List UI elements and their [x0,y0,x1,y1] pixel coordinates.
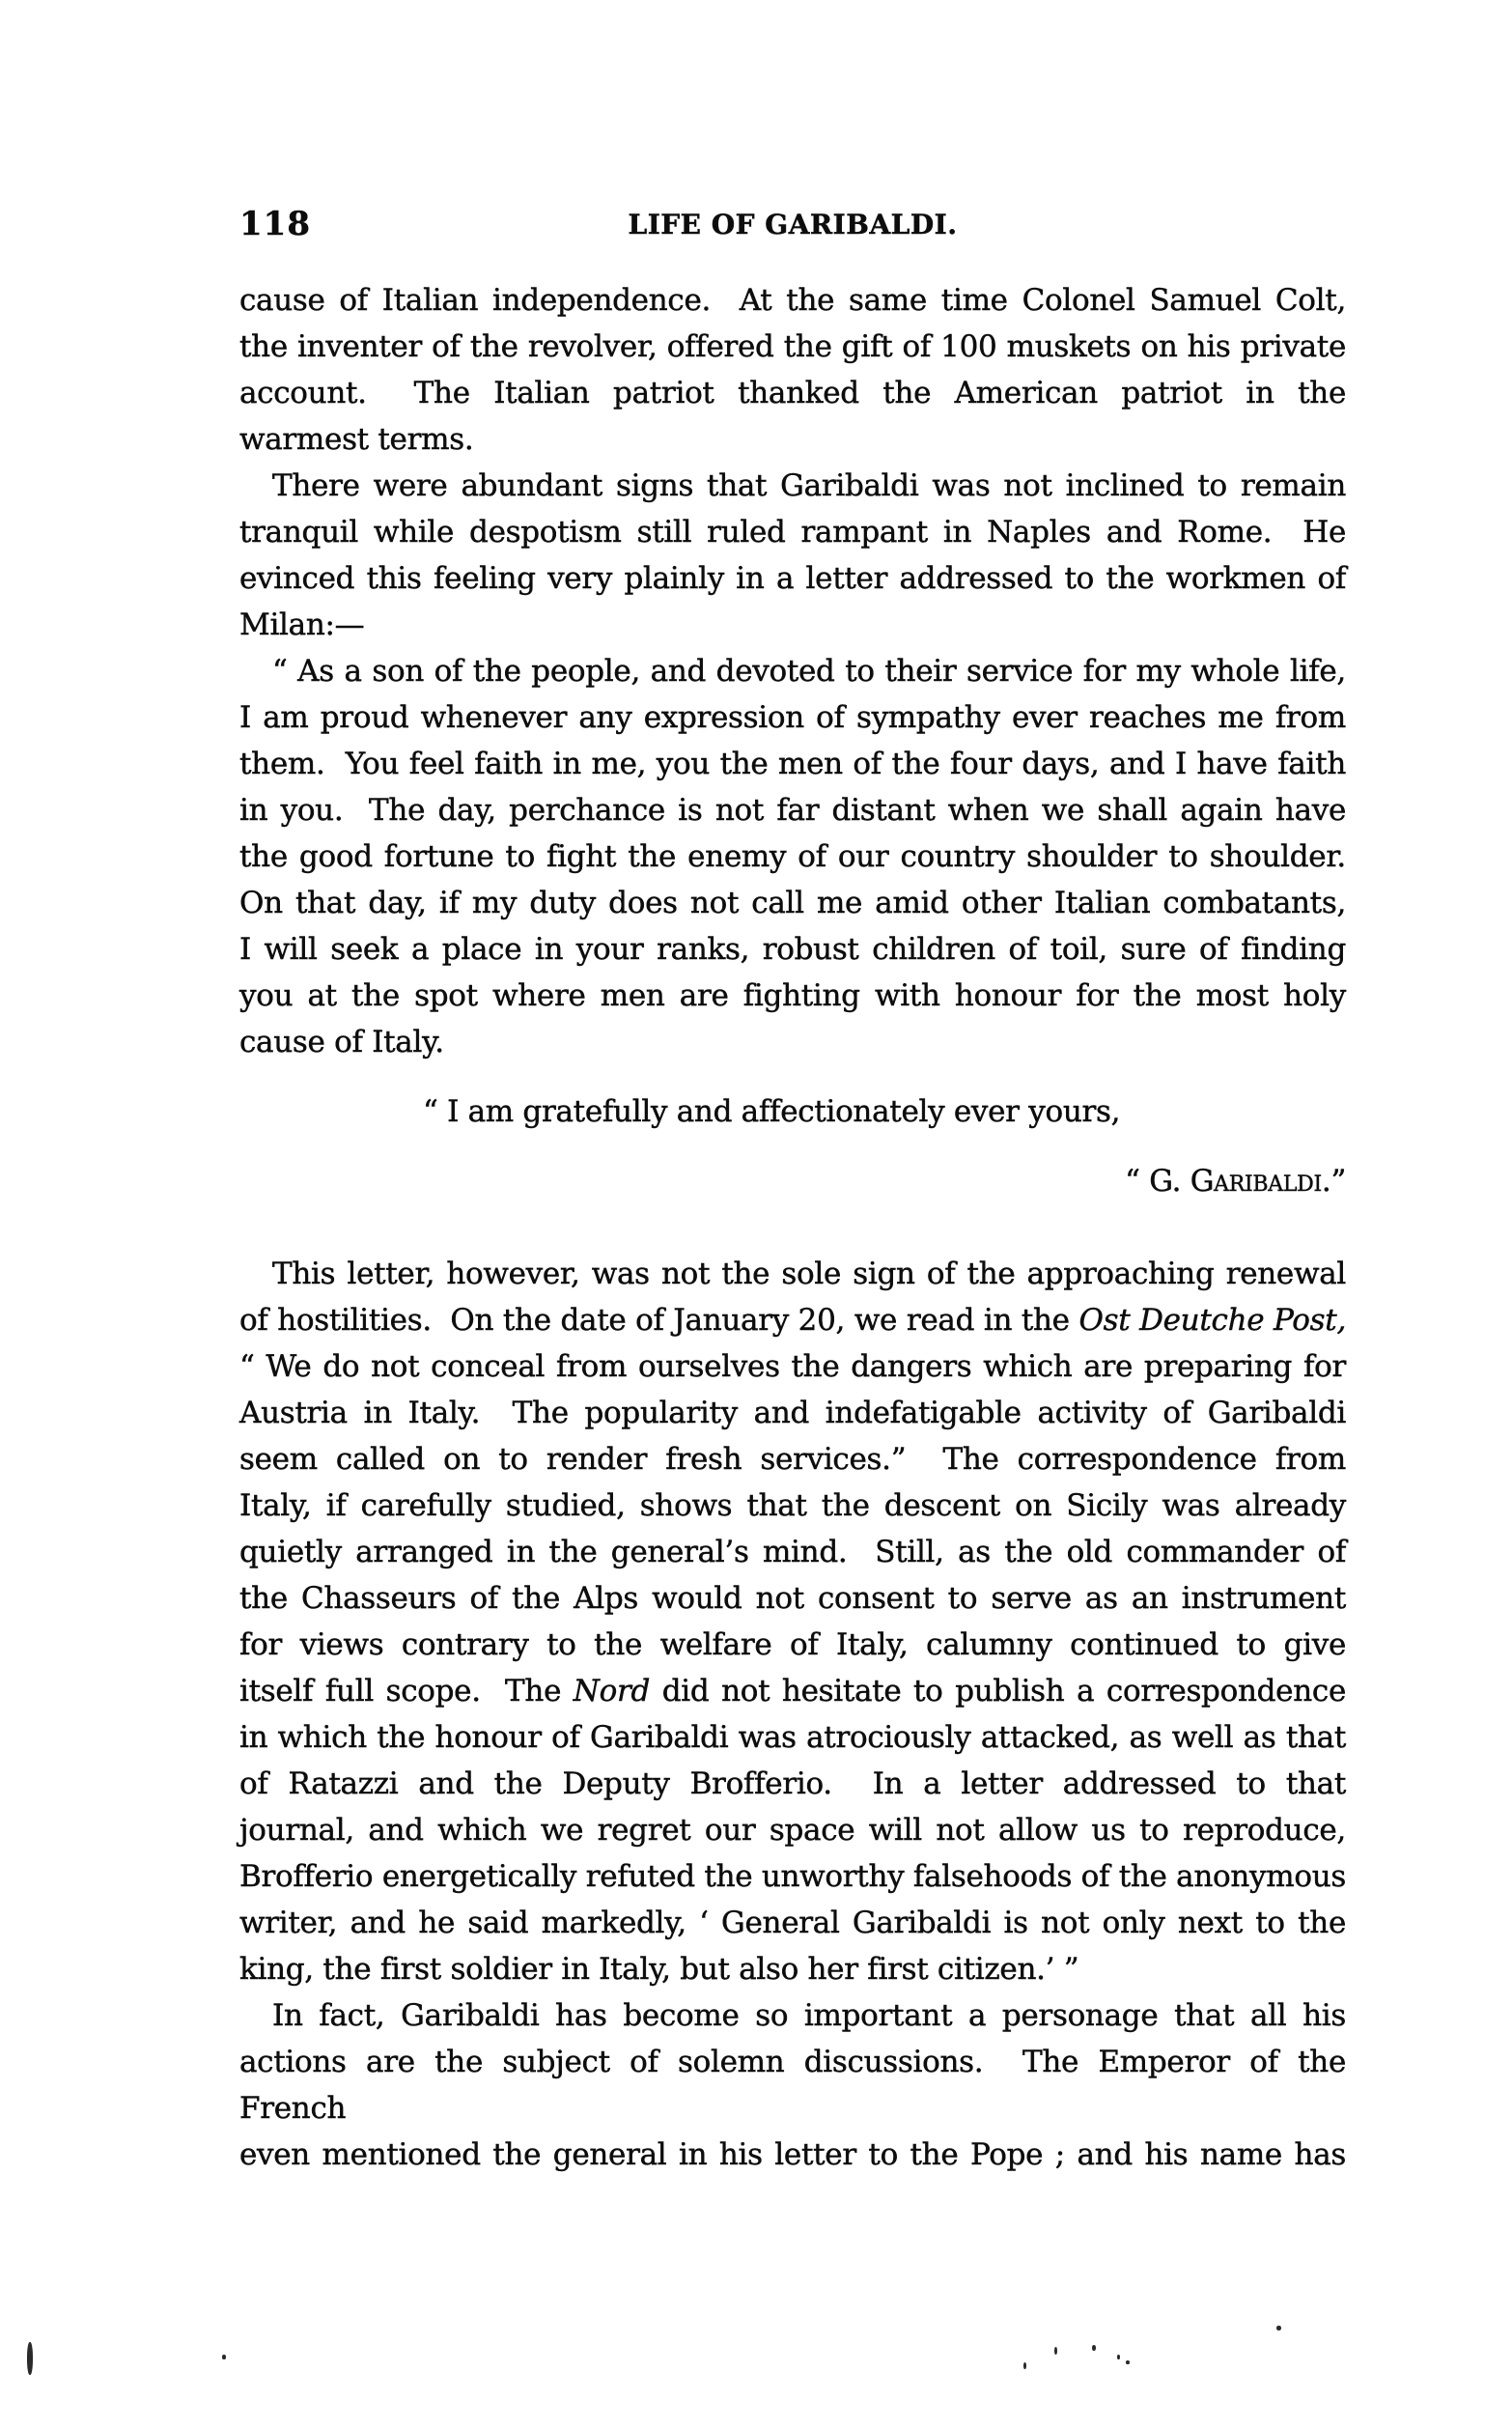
paragraph [239,1992,1356,2178]
text-line: of hostilities. On the date of January 20, we read in the Ost Deutche Post, [239,1303,1346,1338]
text-line: On that day, if my duty does not call me amid other Italian combatants, [239,886,1346,920]
text-line: writer, and he said markedly, ‘ General Garibaldi is not only next to the [239,1906,1346,1940]
text-line: journal, and which we regret our space will not allow us to reproduce, [239,1813,1346,1848]
text-line: Austria in Italy. The popularity and indefatigable activity of Garibaldi [239,1396,1346,1430]
text-line: “ G. Garibaldi.” [1125,1164,1346,1199]
text-line: “ I am gratefully and affectionately ever yours, [423,1094,1121,1129]
text-line: Brofferio energetically refuted the unworthy falsehoods of the anonymous [239,1859,1346,1894]
text-line: of Ratazzi and the Deputy Brofferio. In a letter addressed to that [239,1766,1346,1801]
text-line: This letter, however, was not the sole sign of the approaching renewal [272,1257,1346,1291]
page-body [239,277,1356,2178]
text-line: itself full scope. The Nord did not hesitate to publish a correspondence [239,1674,1346,1709]
scan-speck [1276,2326,1281,2330]
text-line: in you. The day, perchance is not far distant when we shall again have [239,793,1346,828]
text-line: you at the spot where men are fighting with honour for the most holy [239,978,1346,1013]
scan-speck [222,2355,226,2359]
page-number: 118 [239,205,311,243]
text-line: There were abundant signs that Garibaldi was not inclined to remain [272,468,1346,503]
text-line: account. The Italian patriot thanked the American patriot in the [239,376,1346,410]
text-line: them. You feel faith in me, you the men of the four days, and I have faith [239,747,1346,781]
text-line: the inventer of the revolver, offered the gift of 100 muskets on his private [239,329,1346,364]
text-line: Italy, if carefully studied, shows that the descent on Sicily was already [239,1488,1346,1523]
running-head [239,203,1346,249]
text-line: I will seek a place in your ranks, robust children of toil, sure of finding [239,932,1346,967]
text-line: quietly arranged in the general’s mind. Still, as the old commander of [239,1535,1346,1569]
text-line: cause of Italy. [239,1025,444,1059]
text-line: the good fortune to fight the enemy of our country shoulder to shoulder. [239,839,1346,874]
scan-speck [1054,2347,1057,2355]
paragraph [239,277,1346,463]
text-line: “ We do not conceal from ourselves the dangers which are preparing for [239,1349,1346,1384]
text-line: “ As a son of the people, and devoted to their service for my whole life, [272,654,1346,689]
text-line: seem called on to render fresh services.” The correspondence from [239,1442,1346,1477]
text-line: actions are the subject of solemn discussions. The Emperor of the French [239,2045,1356,2126]
text-line: Milan:— [239,607,365,642]
text-line: evinced this feeling very plainly in a letter addressed to the workmen of [239,561,1346,596]
scan-speck [1092,2345,1096,2351]
scan-speck [1117,2355,1120,2359]
scan-speck [1023,2362,1026,2369]
text-line: king, the first soldier in Italy, but also her first citizen.’ ” [239,1952,1079,1987]
text-line: warmest terms. [239,422,474,457]
text-line: in which the honour of Garibaldi was atrociously attacked, as well as that [239,1720,1346,1755]
letter-name-line [239,1158,1346,1204]
text-line: In fact, Garibaldi has become so important a personage that all his [272,1998,1346,2033]
running-title: LIFE OF GARIBALDI. [628,209,958,240]
text-line: even mentioned the general in his letter to the Pope ; and his name has [239,2137,1346,2172]
letter-sig-line [239,1088,1346,1135]
scan-speck [1126,2360,1130,2364]
paragraph [239,1251,1346,1992]
text-line: I am proud whenever any expression of sympathy ever reaches me from [239,700,1346,735]
scan-speck [27,2342,33,2375]
text-line: for views contrary to the welfare of Italy, calumny continued to give [239,1627,1346,1662]
text-line: the Chasseurs of the Alps would not consent to serve as an instrument [239,1581,1346,1616]
paragraph [239,463,1346,648]
paragraph [239,648,1346,1065]
text-line: tranquil while despotism still ruled rampant in Naples and Rome. He [239,515,1346,550]
text-line: cause of Italian independence. At the same time Colonel Samuel Colt, [239,283,1346,318]
